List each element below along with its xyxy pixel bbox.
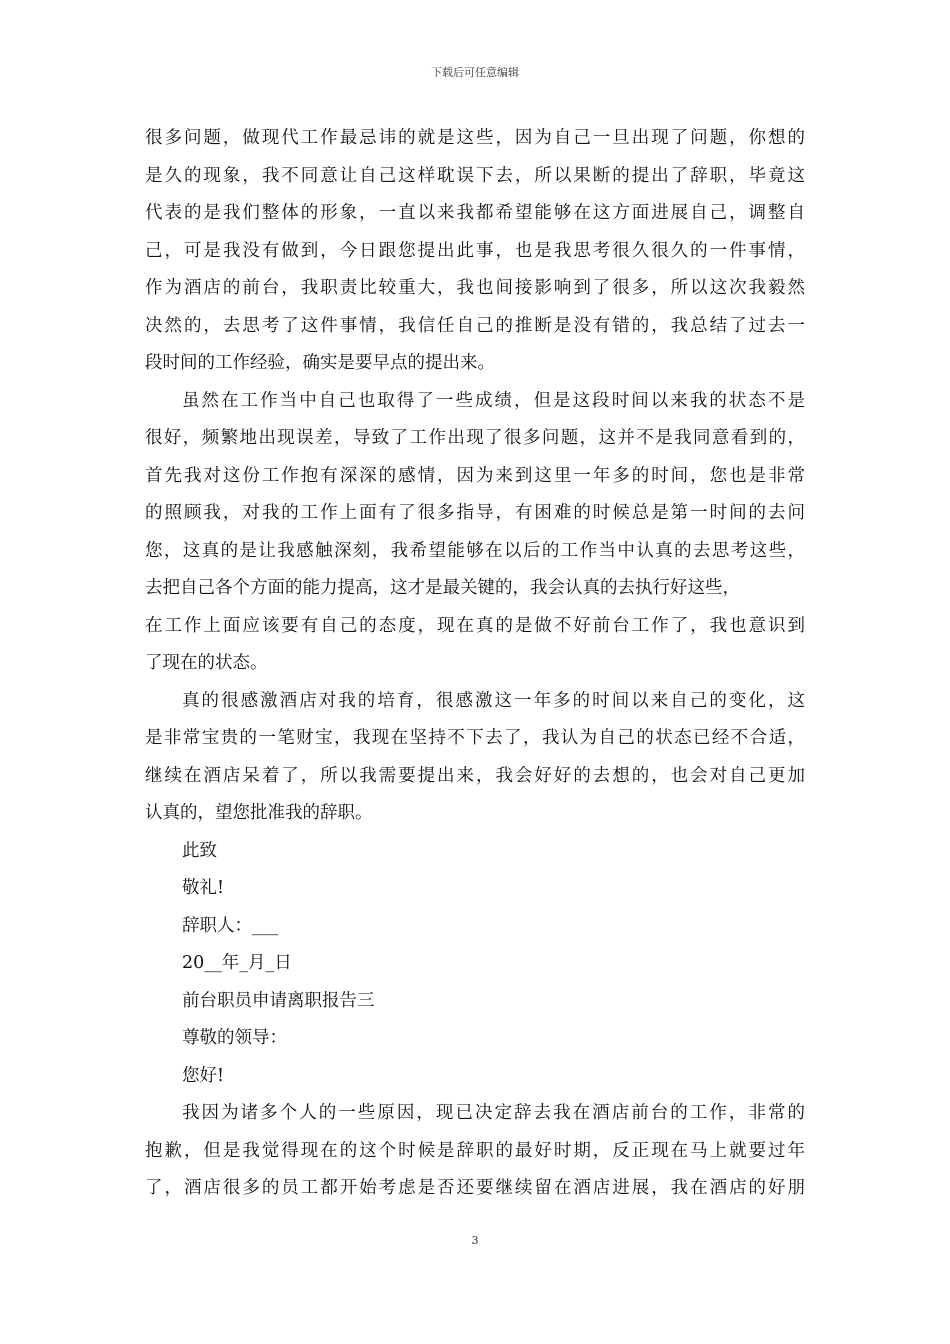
- text-line: 作为酒店的前台，我职责比较重大，我也间接影响到了很多，所以这次我毅然: [145, 278, 805, 298]
- page-number: 3: [471, 1234, 479, 1247]
- text-line: 己，可是我没有做到，今日跟您提出此事，也是我思考很久很久的一件事情，: [145, 240, 805, 261]
- text-line: 了现在的状态。: [145, 653, 268, 673]
- page-header: 下载后可任意编辑: [431, 66, 519, 79]
- text-line: 很好，频繁地出现误差，导致了工作出现了很多问题，这并不是我同意看到的，: [145, 428, 805, 448]
- text-line: 决然的，去思考了这件事情，我信任自己的推断是没有错的，我总结了过去一: [145, 315, 805, 336]
- text-line: 去把自己各个方面的能力提高，这才是最关键的，我会认真的去执行好这些，: [145, 578, 740, 598]
- text-line: 是非常宝贵的一笔财宝，我现在坚持不下去了，我认为自己的状态已经不合适，: [145, 728, 805, 748]
- text-line: 您，这真的是让我感触深刻，我希望能够在以后的工作当中认真的去思考这些，: [145, 540, 805, 561]
- text-line: 首先我对这份工作抱有深深的感情，因为来到这里一年多的时间，您也是非常: [145, 465, 805, 486]
- addressee: 尊敬的领导：: [182, 1028, 287, 1048]
- text-line: 代表的是我们整体的形象，一直以来我都希望能够在这方面进展自己，调整自: [145, 203, 805, 223]
- text-line: 是久的现象，我不同意让自己这样耽误下去，所以果断的提出了辞职，毕竟这: [145, 165, 805, 186]
- text-line: 抱歉，但是我觉得现在的这个时候是辞职的最好时期，反正现在马上就要过年: [145, 1140, 805, 1161]
- text-line: 继续在酒店呆着了，所以我需要提出来，我会好好的去想的，也会对自己更加: [145, 765, 805, 786]
- text-line: 了，酒店很多的员工都开始考虑是否还要继续留在酒店进展，我在酒店的好朋: [145, 1178, 805, 1198]
- text-line: 的照顾我，对我的工作上面有了很多指导，有困难的时候总是第一时间的去问: [145, 503, 805, 523]
- text-line: 在工作上面应该要有自己的态度，现在真的是做不好前台工作了，我也意识到: [145, 615, 805, 636]
- date-line: 20__年_月_日: [182, 953, 292, 973]
- text-line: 虽然在工作当中自己也取得了一些成绩，但是这段时间以来我的状态不是: [182, 390, 805, 411]
- section-title: 前台职员申请离职报告三: [182, 990, 375, 1011]
- greeting: 您好!: [182, 1065, 225, 1086]
- signer-line: 辞职人：___: [182, 915, 279, 936]
- text-line: 认真的，望您批准我的辞职。: [145, 803, 373, 823]
- closing-salutation: 此致: [182, 840, 217, 861]
- text-line: 很多问题，做现代工作最忌讳的就是这些，因为自己一旦出现了问题，你想的: [145, 128, 805, 148]
- text-line: 段时间的工作经验，确实是要早点的提出来。: [145, 353, 495, 373]
- text-line: 我因为诸多个人的一些原因，现已决定辞去我在酒店前台的工作，非常的: [182, 1103, 805, 1123]
- document-body: [145, 120, 805, 1208]
- closing-regards: 敬礼!: [182, 878, 225, 898]
- text-line: 真的很感激酒店对我的培育，很感激这一年多的时间以来自己的变化，这: [182, 690, 805, 711]
